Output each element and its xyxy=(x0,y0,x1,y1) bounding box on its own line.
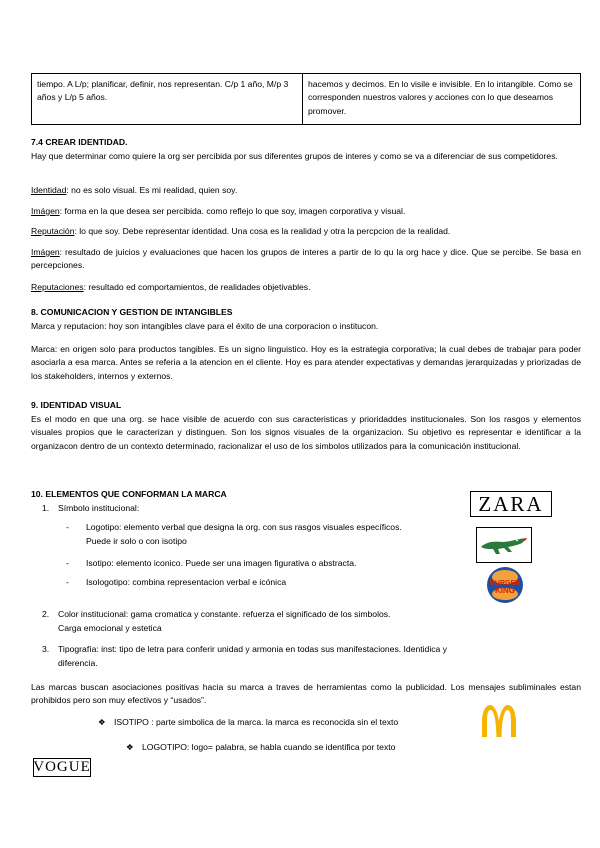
paragraph-crear-identidad: Hay que determinar como quiere la org ser percibida por sus diferentes grupos de interes y como se va a diferenciar de sus competidores. xyxy=(31,151,558,161)
burger-king-logo xyxy=(486,566,524,604)
definition-reputacion xyxy=(31,225,581,238)
bullet-isotipo-glyph: ❖ xyxy=(98,717,106,727)
definition-imagen-2 xyxy=(31,246,581,273)
paragraph-identidad-visual: Es el modo en que una org. se hace visible de acuerdo con sus caracteristicas y prioridaddes institucionales. Son los rasgos y elementos visuales propios que le caracterizan y distinguen. Son los signos visuales de la organizacion. Su objetivo es representar e identificar a la organizacon dentro de un contexto determinado, racionalizar el uso de los simbolos utilizados para la comunicación institucional. xyxy=(31,414,581,451)
dash-2: - xyxy=(66,558,69,568)
table-cell-left: tiempo. A L/p; planificar, definir, nos representan. C/p 1 año, M/p 3 años y L/p 5 años. xyxy=(32,74,303,125)
term-reputaciones: Reputaciones xyxy=(31,282,84,292)
list-number-1: 1. xyxy=(42,503,50,513)
text-reputaciones: : resultado ed comportamientos, de realidades objetivables. xyxy=(83,282,311,292)
text-identidad: : no es solo visual. Es mi realidad, quien soy. xyxy=(66,185,238,195)
term-reputacion: Reputación xyxy=(31,226,75,236)
sub-item-logotipo: Logotipo: elemento verbal que designa la org. con sus rasgos visuales específicos. xyxy=(86,522,402,532)
definition-imagen-1 xyxy=(31,205,581,218)
bk-text-bottom: KING xyxy=(495,586,515,595)
text-reputacion: : lo que soy. Debe representar identidad. Una cosa es la realidad y otra la percpcion de la realidad. xyxy=(74,226,451,236)
dash-3: - xyxy=(66,577,69,587)
dash-1: - xyxy=(66,522,69,532)
sub-item-logotipo-cont: Puede ir solo o con isotipo xyxy=(86,536,187,546)
paragraph-marcas-asociaciones: Las marcas buscan asociaciones positivas hacia su marca a traves de herramientas como la publicidad. Los mensajes subliminales estan prohibidos pero son muy efectivos y “usados”. xyxy=(31,682,581,706)
list-item-simbolo: Símbolo institucional: xyxy=(58,503,140,513)
zara-logo-text: ZARA xyxy=(478,491,544,516)
definition-identidad xyxy=(31,184,581,197)
term-imagen-2: Imágen xyxy=(31,247,60,257)
paragraph-marca: Marca: en origen solo para productos tangibles. Es un signo linguistico. Hoy es la estrategia corporativa; la cual debes de trabajar para poder asociarla a esa marca. Antes se referia a la atencion en el cliente. Hoy es para atender expectativas y demandas jerarquizadas y priorizadas de los stakeholders, internos y externos. xyxy=(31,344,581,381)
section-heading-7-4: 7.4 CREAR IDENTIDAD. xyxy=(31,137,128,147)
list-item-color: Color institucional: gama cromatica y constante. refuerza el significado de los simbolos. xyxy=(58,609,391,619)
bullet-logotipo: LOGOTIPO: logo= palabra, se habla cuando se identifica por texto xyxy=(142,742,396,752)
table-cell-right: hacemos y decimos. En lo visile e invisible. En lo intangible. Como se corresponden nuestros valores y acciones con lo que deseamos promover. xyxy=(303,74,581,125)
term-identidad: Identidad xyxy=(31,185,67,195)
list-item-tipografia-cont: diferencia. xyxy=(58,658,98,668)
sub-item-isologotipo: Isologotipo: combina representacion verbal e icónica xyxy=(86,577,287,587)
sub-item-isotipo: Isotipo: elemento iconico. Puede ser una imagen figurativa o abstracta. xyxy=(86,558,357,568)
section-heading-9: 9. IDENTIDAD VISUAL xyxy=(31,400,122,410)
golden-arches-icon xyxy=(480,703,518,739)
bk-text-top: BURGER xyxy=(489,580,521,587)
vogue-logo xyxy=(33,758,91,777)
term-imagen-1: Imágen xyxy=(31,206,60,216)
zara-logo xyxy=(470,491,552,517)
text-imagen-1: : forma en la que desea ser percibida. como reflejo lo que soy, imagen corporativa y visual. xyxy=(59,206,406,216)
bullet-isotipo: ISOTIPO : parte simbolica de la marca. la marca es reconocida sin el texto xyxy=(114,717,399,727)
list-number-2: 2. xyxy=(42,609,50,619)
section-heading-8: 8. COMUNICACION Y GESTION DE INTANGIBLES xyxy=(31,307,233,317)
list-item-tipografia: Tipografía: inst: tipo de letra para conferir unidad y armonia en todas sus manifestaciones. Identidica y xyxy=(58,644,448,654)
list-number-3: 3. xyxy=(42,644,50,654)
section-heading-10: 10. ELEMENTOS QUE CONFORMAN LA MARCA xyxy=(31,489,227,499)
crocodile-icon xyxy=(478,530,530,560)
lacoste-logo xyxy=(476,527,532,563)
vogue-logo-text: VOGUE xyxy=(33,759,91,775)
continuation-table xyxy=(31,73,581,125)
paragraph-marca-reputacion: Marca y reputacion: hoy son intangibles clave para el éxito de una corporacion o institucon. xyxy=(31,321,379,331)
text-imagen-2: : resultado de juicios y evaluaciones que hacen los grupos de interes a partir de lo qu la org hace y dice. Que se percibe. Se basa en percepciones. xyxy=(31,247,581,271)
list-item-color-cont: Carga emocional y estetica xyxy=(58,623,162,633)
mcdonalds-logo xyxy=(480,703,518,739)
definition-reputaciones xyxy=(31,281,581,294)
bullet-logotipo-glyph: ❖ xyxy=(126,742,134,752)
